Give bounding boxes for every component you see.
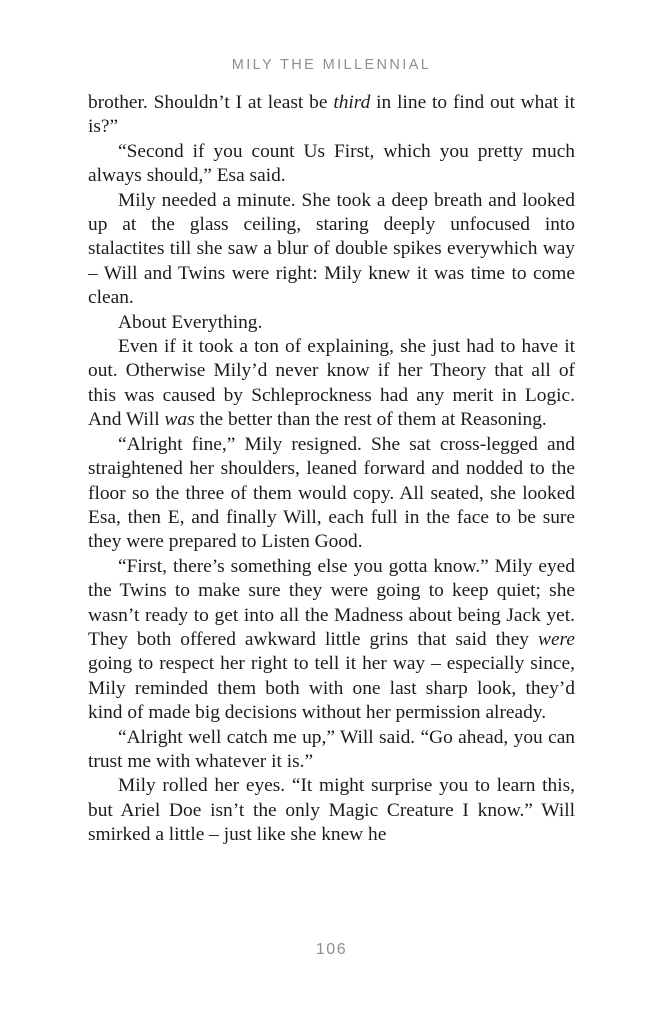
text-run: the better than the rest of them at Reasoning. — [194, 409, 547, 431]
paragraph — [88, 311, 575, 335]
text-run: brother. Shouldn’t I at least be — [88, 92, 334, 113]
text-run: Mily needed a minute. She took a deep breath and looked up at the glass ceiling, staring deeply unfocused into stalactites till she saw a blur of double spikes everywhich way – Will and Twins were right: Mily knew it was time to come clean. — [88, 189, 575, 309]
paragraph — [88, 555, 575, 726]
paragraph — [88, 335, 575, 433]
text-run: “Second if you count Us First, which you pretty much always should,” Esa said. — [88, 140, 575, 187]
text-run: in line to find out what it is?” — [88, 92, 575, 138]
text-run: “Alright well catch me up,” Will said. “Go ahead, you can trust me with whatever it is.” — [88, 726, 575, 772]
italic-text: was — [164, 409, 195, 431]
paragraph — [88, 726, 575, 775]
italic-text: were — [538, 628, 575, 650]
running-header: MILY THE MILLENNIAL — [231, 57, 432, 73]
text-run: “Alright fine,” Mily resigned. She sat cross-legged and straightened her shoulders, leaned forward and nodded to the floor so the three of them would copy. All seated, she looked Esa, then E, and finally Will, each full in the face to be sure they were prepared to Listen Good. — [88, 433, 575, 553]
text-run: “First, there’s something else you gotta know.” Mily eyed the Twins to make sure they were going to keep quiet; she wasn’t ready to get into all the Madness about being Jack yet. They both offered awkward little grins that said they — [88, 555, 575, 650]
paragraph — [88, 140, 575, 189]
page-number: 106 — [315, 941, 348, 958]
text-run: About Everything. — [118, 311, 263, 333]
text-run: Mily rolled her eyes. “It might surprise you to learn this, but Ariel Doe isn’t the only Magic Creature I know.” Will smirked a little – just like she knew he — [88, 775, 575, 846]
body-text — [88, 91, 575, 848]
paragraph — [88, 433, 575, 555]
paragraph — [88, 189, 575, 311]
italic-text: third — [333, 92, 371, 113]
text-run: Even if it took a ton of explaining, she just had to have it out. Otherwise Mily’d never know if her Theory that all of this was caused by Schleprockness had any merit in Logic. And Will — [88, 336, 575, 431]
paragraph — [88, 774, 575, 847]
text-run: going to respect her right to tell it her way – especially since, Mily reminded them both with one last sharp look, they’d kind of made big decisions without her permission already. — [88, 653, 575, 724]
paragraph — [88, 91, 575, 140]
